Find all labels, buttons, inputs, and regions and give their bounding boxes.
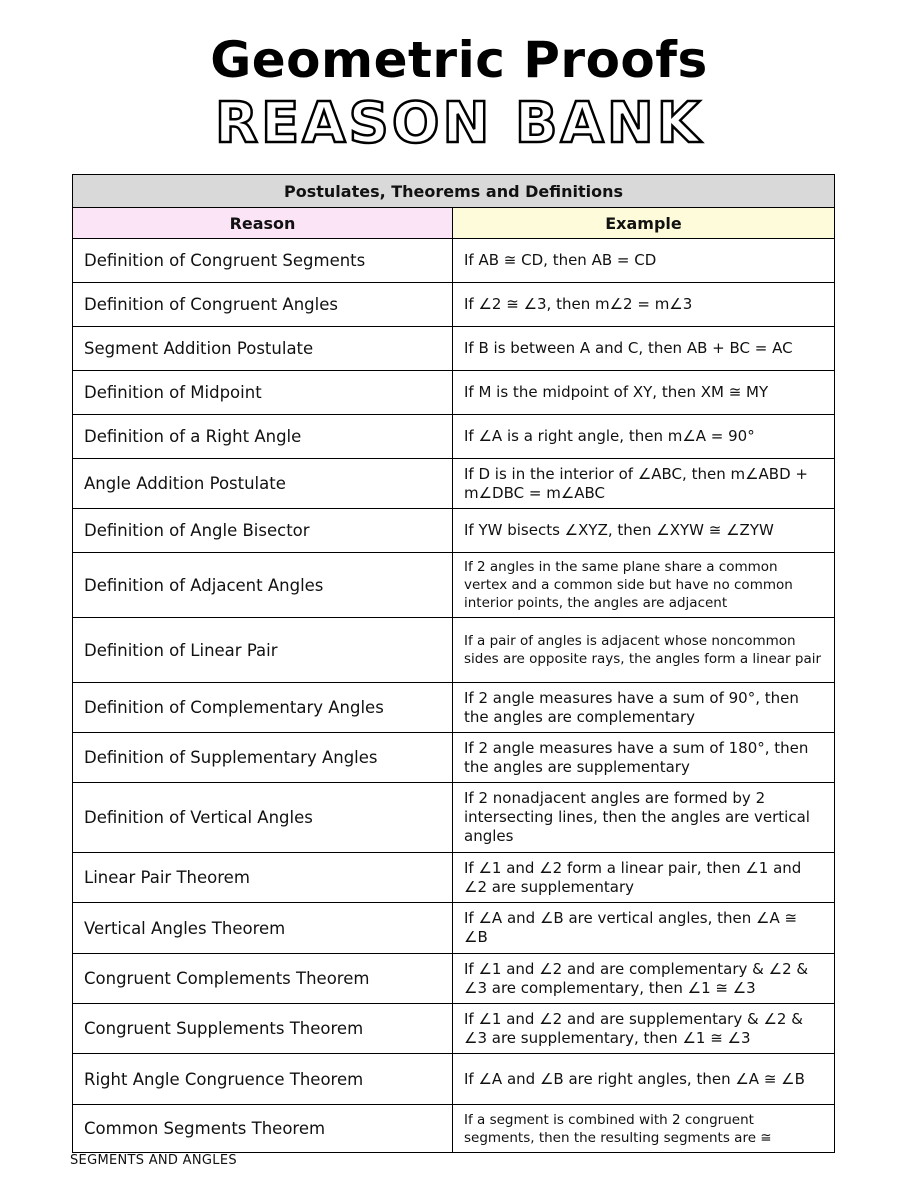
example-cell: If 2 angles in the same plane share a common vertex and a common side but have no common interior points, the angles are adjacent: [453, 553, 835, 618]
table-row: [73, 733, 835, 783]
reason-cell: Definition of Complementary Angles: [73, 683, 453, 733]
example-cell: If D is in the interior of ∠ABC, then m∠ABD + m∠DBC = m∠ABC: [453, 459, 835, 509]
example-cell: If ∠A and ∠B are vertical angles, then ∠A ≅ ∠B: [453, 903, 835, 954]
table-row: [73, 783, 835, 853]
column-header-example: Example: [453, 208, 835, 239]
example-cell: If ∠A is a right angle, then m∠A = 90°: [453, 415, 835, 459]
reason-cell: Definition of Midpoint: [73, 371, 453, 415]
example-cell: If ∠1 and ∠2 and are supplementary & ∠2 & ∠3 are supplementary, then ∠1 ≅ ∠3: [453, 1004, 835, 1054]
table-row: [73, 415, 835, 459]
column-header-reason: Reason: [73, 208, 453, 239]
reason-cell: Congruent Complements Theorem: [73, 954, 453, 1004]
example-cell: If 2 angle measures have a sum of 90°, then the angles are complementary: [453, 683, 835, 733]
reason-cell: Definition of Adjacent Angles: [73, 553, 453, 618]
reason-cell: Definition of Angle Bisector: [73, 509, 453, 553]
reason-cell: Right Angle Congruence Theorem: [73, 1054, 453, 1105]
table-row: [73, 903, 835, 954]
example-cell: If ∠2 ≅ ∠3, then m∠2 = m∠3: [453, 283, 835, 327]
reason-cell: Definition of Linear Pair: [73, 618, 453, 683]
table-row: [73, 283, 835, 327]
table-row: [73, 618, 835, 683]
reason-cell: Common Segments Theorem: [73, 1105, 453, 1153]
reason-cell: Congruent Supplements Theorem: [73, 1004, 453, 1054]
table-row: [73, 327, 835, 371]
page-footer: SEGMENTS AND ANGLES: [70, 1153, 237, 1168]
page-title: Geometric Proofs: [210, 31, 708, 89]
table-row: [73, 853, 835, 903]
example-cell: If 2 angle measures have a sum of 180°, then the angles are supplementary: [453, 733, 835, 783]
table-row: [73, 1105, 835, 1153]
table-row: [73, 459, 835, 509]
table-row: [73, 683, 835, 733]
table-row: [73, 1004, 835, 1054]
reason-cell: Vertical Angles Theorem: [73, 903, 453, 954]
table-row: [73, 239, 835, 283]
table-row: [73, 1054, 835, 1105]
table-row: [73, 954, 835, 1004]
reason-cell: Definition of Supplementary Angles: [73, 733, 453, 783]
example-cell: If 2 nonadjacent angles are formed by 2 intersecting lines, then the angles are vertical angles: [453, 783, 835, 853]
reason-cell: Angle Addition Postulate: [73, 459, 453, 509]
table-heading: Postulates, Theorems and Definitions: [73, 175, 835, 208]
reason-table: [72, 174, 835, 1153]
example-cell: If YW bisects ∠XYZ, then ∠XYW ≅ ∠ZYW: [453, 509, 835, 553]
reason-cell: Linear Pair Theorem: [73, 853, 453, 903]
example-cell: If B is between A and C, then AB + BC = AC: [453, 327, 835, 371]
reason-cell: Definition of Congruent Segments: [73, 239, 453, 283]
reason-cell: Definition of Vertical Angles: [73, 783, 453, 853]
table-row: [73, 371, 835, 415]
example-cell: If a segment is combined with 2 congruent segments, then the resulting segments are ≅: [453, 1105, 835, 1153]
table-row: [73, 553, 835, 618]
example-cell: If AB ≅ CD, then AB = CD: [453, 239, 835, 283]
reason-cell: Segment Addition Postulate: [73, 327, 453, 371]
example-cell: If ∠1 and ∠2 form a linear pair, then ∠1 and ∠2 are supplementary: [453, 853, 835, 903]
reason-cell: Definition of a Right Angle: [73, 415, 453, 459]
example-cell: If ∠A and ∠B are right angles, then ∠A ≅ ∠B: [453, 1054, 835, 1105]
table-row: [73, 509, 835, 553]
reason-cell: Definition of Congruent Angles: [73, 283, 453, 327]
example-cell: If ∠1 and ∠2 and are complementary & ∠2 & ∠3 are complementary, then ∠1 ≅ ∠3: [453, 954, 835, 1004]
example-cell: If M is the midpoint of XY, then XM ≅ MY: [453, 371, 835, 415]
example-cell: If a pair of angles is adjacent whose noncommon sides are opposite rays, the angles form a linear pair: [453, 618, 835, 683]
page-subtitle: REASON BANK: [214, 91, 704, 156]
